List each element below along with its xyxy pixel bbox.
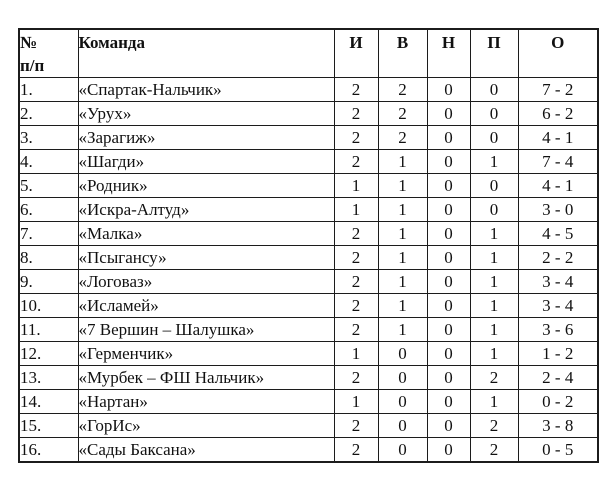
team-name: «Исламей» xyxy=(78,294,334,318)
draws-value: 0 xyxy=(427,150,470,174)
row-number: 16. xyxy=(19,438,78,463)
wins-value: 0 xyxy=(378,414,427,438)
losses-value: 1 xyxy=(470,246,518,270)
team-name: «Спартак-Нальчик» xyxy=(78,78,334,102)
draws-value: 0 xyxy=(427,174,470,198)
team-name: «Мурбек – ФШ Нальчик» xyxy=(78,366,334,390)
score-value: 3 - 6 xyxy=(518,318,598,342)
header-num-line2: п/п xyxy=(20,56,45,75)
table-row xyxy=(19,222,598,246)
losses-value: 1 xyxy=(470,294,518,318)
score-value: 4 - 1 xyxy=(518,126,598,150)
table-row xyxy=(19,342,598,366)
losses-value: 0 xyxy=(470,102,518,126)
team-name: «Шагди» xyxy=(78,150,334,174)
draws-value: 0 xyxy=(427,318,470,342)
table-row xyxy=(19,246,598,270)
games-value: 2 xyxy=(334,222,378,246)
score-value: 3 - 8 xyxy=(518,414,598,438)
header-num-line1: № xyxy=(20,33,38,52)
score-value: 7 - 4 xyxy=(518,150,598,174)
losses-value: 0 xyxy=(470,126,518,150)
team-name: «Зарагиж» xyxy=(78,126,334,150)
table-row xyxy=(19,198,598,222)
header-losses: П xyxy=(470,29,518,78)
score-value: 3 - 0 xyxy=(518,198,598,222)
score-value: 7 - 2 xyxy=(518,78,598,102)
losses-value: 2 xyxy=(470,366,518,390)
draws-value: 0 xyxy=(427,126,470,150)
games-value: 2 xyxy=(334,438,378,463)
row-number: 10. xyxy=(19,294,78,318)
wins-value: 1 xyxy=(378,150,427,174)
table-row xyxy=(19,438,598,463)
draws-value: 0 xyxy=(427,78,470,102)
team-name: «Псыгансу» xyxy=(78,246,334,270)
draws-value: 0 xyxy=(427,198,470,222)
games-value: 2 xyxy=(334,246,378,270)
losses-value: 1 xyxy=(470,222,518,246)
team-name: «ГорИс» xyxy=(78,414,334,438)
league-standings-table xyxy=(18,28,599,463)
row-number: 14. xyxy=(19,390,78,414)
team-name: «Урух» xyxy=(78,102,334,126)
row-number: 15. xyxy=(19,414,78,438)
score-value: 4 - 1 xyxy=(518,174,598,198)
team-name: «Логоваз» xyxy=(78,270,334,294)
losses-value: 1 xyxy=(470,270,518,294)
header-row xyxy=(19,29,598,78)
wins-value: 1 xyxy=(378,198,427,222)
games-value: 2 xyxy=(334,366,378,390)
wins-value: 2 xyxy=(378,78,427,102)
games-value: 1 xyxy=(334,390,378,414)
row-number: 2. xyxy=(19,102,78,126)
games-value: 2 xyxy=(334,414,378,438)
table-row xyxy=(19,294,598,318)
score-value: 6 - 2 xyxy=(518,102,598,126)
losses-value: 0 xyxy=(470,78,518,102)
row-number: 6. xyxy=(19,198,78,222)
table-row xyxy=(19,102,598,126)
draws-value: 0 xyxy=(427,366,470,390)
wins-value: 0 xyxy=(378,438,427,463)
games-value: 2 xyxy=(334,126,378,150)
wins-value: 2 xyxy=(378,102,427,126)
draws-value: 0 xyxy=(427,222,470,246)
row-number: 4. xyxy=(19,150,78,174)
score-value: 0 - 5 xyxy=(518,438,598,463)
games-value: 1 xyxy=(334,342,378,366)
draws-value: 0 xyxy=(427,102,470,126)
games-value: 1 xyxy=(334,174,378,198)
header-goals: О xyxy=(518,29,598,78)
wins-value: 1 xyxy=(378,294,427,318)
table-row xyxy=(19,366,598,390)
score-value: 3 - 4 xyxy=(518,270,598,294)
wins-value: 1 xyxy=(378,222,427,246)
row-number: 5. xyxy=(19,174,78,198)
games-value: 2 xyxy=(334,294,378,318)
row-number: 7. xyxy=(19,222,78,246)
table-row xyxy=(19,78,598,102)
draws-value: 0 xyxy=(427,414,470,438)
score-value: 4 - 5 xyxy=(518,222,598,246)
losses-value: 1 xyxy=(470,150,518,174)
wins-value: 1 xyxy=(378,318,427,342)
row-number: 11. xyxy=(19,318,78,342)
games-value: 2 xyxy=(334,318,378,342)
table-row xyxy=(19,414,598,438)
losses-value: 2 xyxy=(470,438,518,463)
games-value: 2 xyxy=(334,150,378,174)
team-name: «7 Вершин – Шалушка» xyxy=(78,318,334,342)
header-team: Команда xyxy=(78,29,334,78)
team-name: «Сады Баксана» xyxy=(78,438,334,463)
wins-value: 1 xyxy=(378,246,427,270)
table-row xyxy=(19,390,598,414)
row-number: 13. xyxy=(19,366,78,390)
draws-value: 0 xyxy=(427,270,470,294)
team-name: «Искра-Алтуд» xyxy=(78,198,334,222)
row-number: 12. xyxy=(19,342,78,366)
row-number: 9. xyxy=(19,270,78,294)
losses-value: 0 xyxy=(470,174,518,198)
table-row xyxy=(19,126,598,150)
wins-value: 0 xyxy=(378,366,427,390)
games-value: 2 xyxy=(334,270,378,294)
draws-value: 0 xyxy=(427,438,470,463)
wins-value: 0 xyxy=(378,342,427,366)
score-value: 0 - 2 xyxy=(518,390,598,414)
score-value: 3 - 4 xyxy=(518,294,598,318)
row-number: 3. xyxy=(19,126,78,150)
draws-value: 0 xyxy=(427,342,470,366)
team-name: «Герменчик» xyxy=(78,342,334,366)
games-value: 1 xyxy=(334,198,378,222)
team-name: «Нартан» xyxy=(78,390,334,414)
score-value: 2 - 4 xyxy=(518,366,598,390)
table-row xyxy=(19,270,598,294)
score-value: 2 - 2 xyxy=(518,246,598,270)
wins-value: 1 xyxy=(378,270,427,294)
games-value: 2 xyxy=(334,102,378,126)
header-row-number xyxy=(19,29,78,78)
losses-value: 2 xyxy=(470,414,518,438)
games-value: 2 xyxy=(334,78,378,102)
draws-value: 0 xyxy=(427,390,470,414)
header-games: И xyxy=(334,29,378,78)
wins-value: 0 xyxy=(378,390,427,414)
draws-value: 0 xyxy=(427,246,470,270)
table-row xyxy=(19,174,598,198)
row-number: 1. xyxy=(19,78,78,102)
losses-value: 1 xyxy=(470,390,518,414)
team-name: «Малка» xyxy=(78,222,334,246)
losses-value: 1 xyxy=(470,318,518,342)
losses-value: 0 xyxy=(470,198,518,222)
draws-value: 0 xyxy=(427,294,470,318)
row-number: 8. xyxy=(19,246,78,270)
table-row xyxy=(19,318,598,342)
table-row xyxy=(19,150,598,174)
wins-value: 1 xyxy=(378,174,427,198)
team-name: «Родник» xyxy=(78,174,334,198)
losses-value: 1 xyxy=(470,342,518,366)
score-value: 1 - 2 xyxy=(518,342,598,366)
header-wins: В xyxy=(378,29,427,78)
header-draws: Н xyxy=(427,29,470,78)
wins-value: 2 xyxy=(378,126,427,150)
